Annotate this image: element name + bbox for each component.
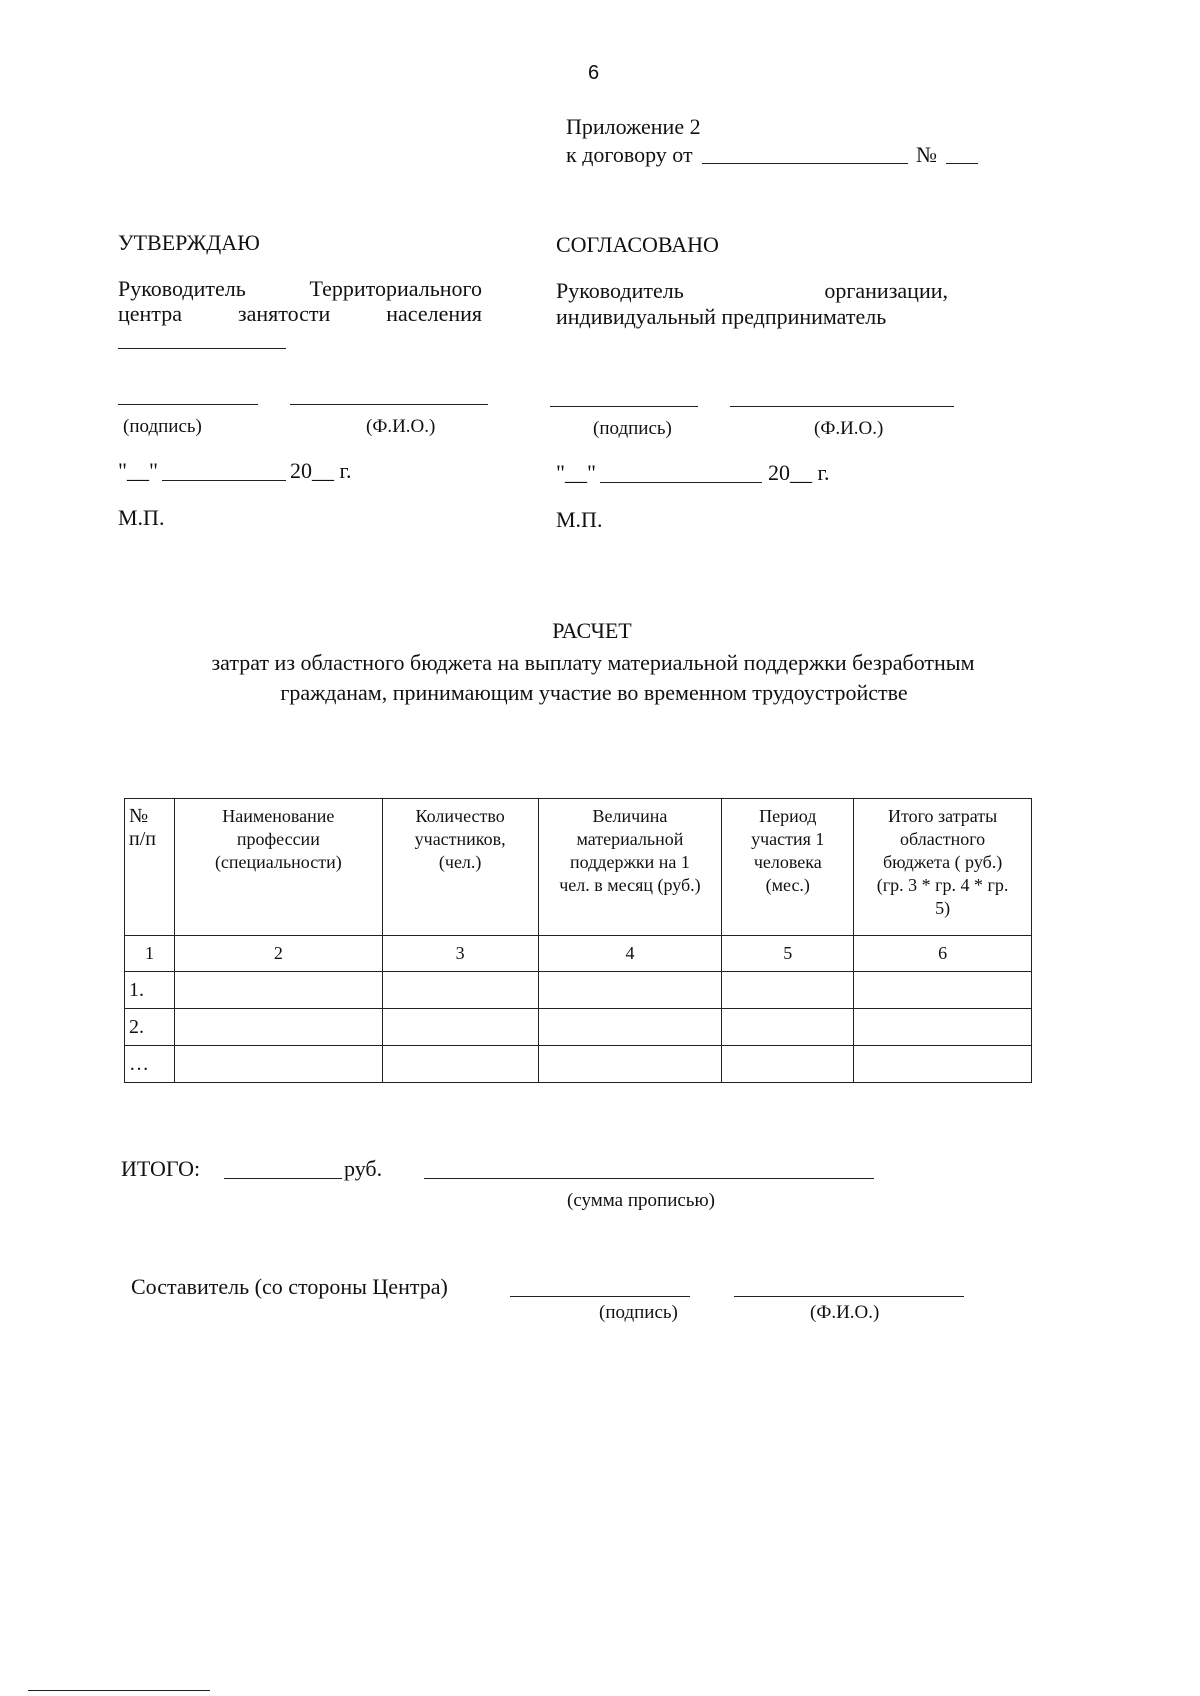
- approve-role-word-3: центра: [118, 301, 182, 326]
- column-number: 6: [854, 936, 1032, 972]
- row-index: …: [125, 1046, 175, 1083]
- header-cell-total-cost: [854, 799, 1032, 936]
- calculation-table: [124, 798, 1032, 1083]
- header-text: поддержки на 1: [570, 852, 690, 872]
- approve-role-blank-line: [118, 348, 286, 349]
- appendix-contract-prefix: к договору от: [566, 142, 693, 167]
- total-in-words-line[interactable]: [424, 1178, 874, 1179]
- header-cell-profession: [174, 799, 382, 936]
- header-text: Итого затраты: [887, 806, 998, 826]
- compiler-signature-caption: (подпись): [599, 1302, 678, 1323]
- header-text: участия 1: [751, 829, 825, 849]
- column-number: 4: [538, 936, 722, 972]
- header-text: (мес.): [765, 875, 810, 895]
- compiler-signature-line[interactable]: [510, 1296, 690, 1297]
- table-cell[interactable]: [722, 1009, 854, 1046]
- row-index: 2.: [125, 1009, 175, 1046]
- compiler-name-caption: (Ф.И.О.): [810, 1302, 880, 1323]
- agree-date-year: 20__ г.: [768, 460, 830, 485]
- approve-role-word-1: Руководитель: [118, 276, 246, 301]
- approve-role-line1: [118, 276, 482, 302]
- header-text: бюджета ( руб.): [882, 852, 1003, 872]
- approve-name-line: [290, 404, 488, 405]
- approve-date-day: "__": [118, 458, 158, 483]
- table-cell[interactable]: [174, 1046, 382, 1083]
- table-cell[interactable]: [538, 972, 722, 1009]
- total-currency: руб.: [344, 1156, 383, 1181]
- table-cell[interactable]: [854, 1009, 1032, 1046]
- total-in-words-caption: (сумма прописью): [567, 1190, 715, 1211]
- header-text: Наименование: [222, 806, 335, 826]
- header-text: №: [129, 805, 149, 827]
- table-cell[interactable]: [382, 1009, 538, 1046]
- approve-signature-caption: (подпись): [123, 416, 202, 437]
- header-cell-support-amount: [538, 799, 722, 936]
- agree-header: СОГЛАСОВАНО: [556, 232, 719, 257]
- header-text: человека: [753, 852, 822, 872]
- table-cell[interactable]: [382, 1046, 538, 1083]
- table-cell[interactable]: [174, 1009, 382, 1046]
- appendix-number-sign: №: [916, 142, 937, 167]
- agree-signature-line: [550, 406, 698, 407]
- contract-number-line: [946, 163, 978, 164]
- agree-role-line1: [556, 278, 948, 304]
- calculation-subtitle-line1: затрат из областного бюджета на выплату материальной поддержки безработным: [211, 650, 975, 675]
- approve-role-word-4: занятости: [237, 301, 331, 326]
- header-text: участников,: [414, 829, 506, 849]
- agree-date-day: "__": [556, 460, 596, 485]
- approve-stamp: М.П.: [118, 505, 165, 530]
- agree-signature-caption: (подпись): [593, 418, 672, 439]
- footer-rule: [28, 1690, 210, 1691]
- approve-date-month-line: [162, 480, 286, 481]
- table-cell[interactable]: [854, 972, 1032, 1009]
- header-text: Величина: [592, 806, 668, 826]
- agree-name-caption: (Ф.И.О.): [814, 418, 884, 439]
- header-text: (чел.): [438, 852, 482, 872]
- header-text: областного: [900, 829, 986, 849]
- header-cell-index: [125, 799, 175, 936]
- table-cell[interactable]: [854, 1046, 1032, 1083]
- row-index: 1.: [125, 972, 175, 1009]
- appendix-title: Приложение 2: [566, 114, 701, 139]
- page-number: 6: [588, 62, 600, 84]
- table-row: [125, 1009, 1032, 1046]
- compiler-label: Составитель (со стороны Центра): [131, 1274, 448, 1299]
- calculation-subtitle-line2: гражданам, принимающим участие во временном трудоустройстве: [280, 680, 908, 705]
- agree-name-line: [730, 406, 954, 407]
- approve-name-caption: (Ф.И.О.): [366, 416, 436, 437]
- table-cell[interactable]: [538, 1009, 722, 1046]
- column-number-row: [125, 936, 1032, 972]
- table-row: [125, 972, 1032, 1009]
- approve-role-word-5: населения: [386, 301, 482, 326]
- total-amount-line[interactable]: [224, 1178, 342, 1179]
- header-text: материальной: [576, 829, 684, 849]
- column-number: 5: [722, 936, 854, 972]
- approve-signature-line: [118, 404, 258, 405]
- agree-stamp: М.П.: [556, 507, 603, 532]
- compiler-name-line[interactable]: [734, 1296, 964, 1297]
- header-text: (специальности): [214, 852, 342, 872]
- approve-header: УТВЕРЖДАЮ: [118, 230, 260, 255]
- approve-role-word-2: Территориального: [309, 276, 482, 301]
- agree-role-line2: индивидуальный предприниматель: [556, 304, 887, 329]
- table-row: [125, 1046, 1032, 1083]
- table-cell[interactable]: [538, 1046, 722, 1083]
- header-text: (гр. 3 * гр. 4 * гр.: [876, 875, 1009, 895]
- column-number: 3: [382, 936, 538, 972]
- header-cell-period: [722, 799, 854, 936]
- agree-role-word-1: Руководитель: [556, 278, 684, 303]
- header-text: Период: [759, 806, 817, 826]
- header-text: 5): [935, 898, 951, 918]
- total-label: ИТОГО:: [121, 1156, 201, 1181]
- table-cell[interactable]: [722, 972, 854, 1009]
- calculation-title: РАСЧЕТ: [552, 618, 632, 643]
- approve-role-line2: [118, 301, 482, 327]
- contract-date-line: [702, 163, 908, 164]
- table-cell[interactable]: [722, 1046, 854, 1083]
- header-cell-participants: [382, 799, 538, 936]
- table-cell[interactable]: [382, 972, 538, 1009]
- column-number: 1: [125, 936, 175, 972]
- header-text: чел. в месяц (руб.): [559, 875, 701, 895]
- table-cell[interactable]: [174, 972, 382, 1009]
- header-text: п/п: [129, 828, 156, 850]
- agree-role-word-2: организации,: [824, 278, 948, 303]
- table-header-row: [125, 799, 1032, 936]
- column-number: 2: [174, 936, 382, 972]
- approve-date-year: 20__ г.: [290, 458, 352, 483]
- agree-date-month-line: [600, 482, 762, 483]
- header-text: Количество: [415, 806, 505, 826]
- header-text: профессии: [236, 829, 320, 849]
